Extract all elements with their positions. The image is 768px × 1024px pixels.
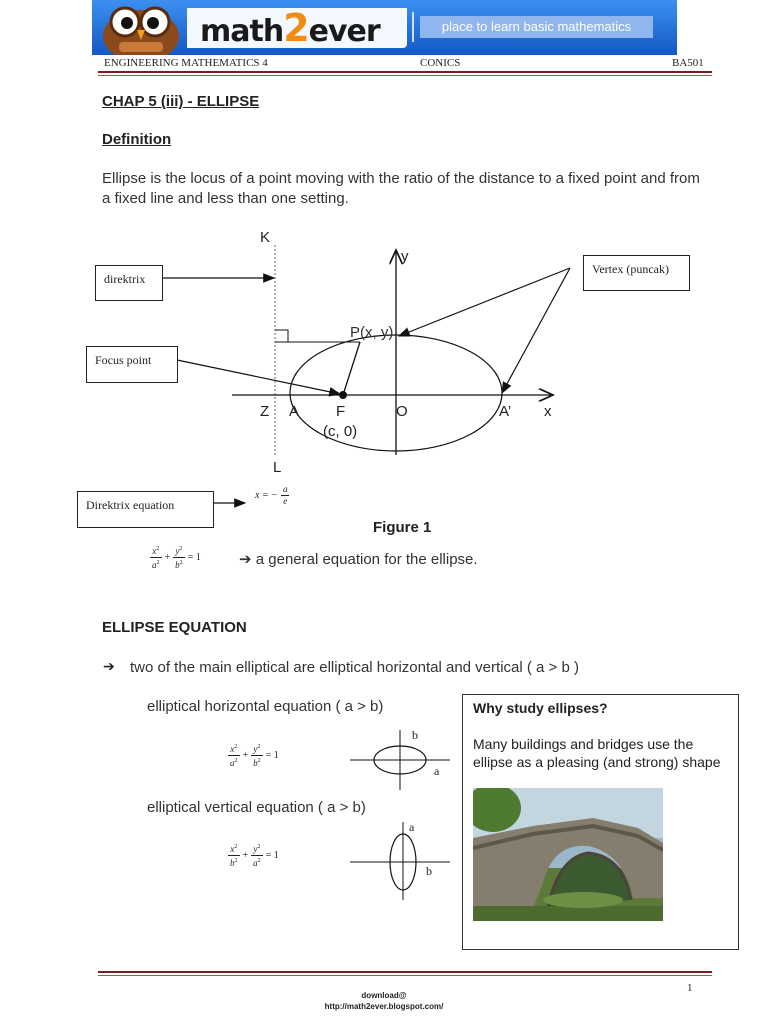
label-O: O bbox=[396, 403, 408, 420]
direktrix-eq-lhs: x = − bbox=[255, 490, 278, 501]
header-code: BA501 bbox=[672, 57, 704, 69]
direktrix-box: direktrix bbox=[95, 265, 163, 301]
focal-radius-line bbox=[343, 342, 360, 395]
horizontal-label-b: b bbox=[412, 728, 418, 742]
figure-caption: Figure 1 bbox=[373, 519, 432, 536]
why-study-title: Why study ellipses? bbox=[473, 700, 608, 716]
general-equation-description: a general equation for the ellipse. bbox=[255, 551, 478, 568]
general-eq-term2: $\frac{y^2}{b^2}$ bbox=[175, 546, 183, 570]
direktrix-eq-num: a bbox=[282, 484, 288, 494]
vertical-equation: $\frac{x^2}{b^2}$ + $\frac{y^2}{a^2}$ = 1 bbox=[230, 844, 279, 868]
label-K: K bbox=[260, 229, 271, 246]
ellipse-bullet-text: two of the main elliptical are elliptical horizontal and vertical ( a > b ) bbox=[130, 659, 579, 676]
direktrix-eq-den: e bbox=[283, 496, 288, 506]
focus-dot bbox=[339, 391, 347, 399]
definition-heading: Definition bbox=[102, 131, 172, 148]
label-P: P(x, y) bbox=[350, 324, 394, 341]
page-number: 1 bbox=[687, 982, 693, 994]
label-F: F bbox=[336, 403, 346, 420]
focus-callout-arrow bbox=[177, 360, 340, 394]
label-A-prime: A’ bbox=[499, 403, 512, 420]
horizontal-label-a: a bbox=[434, 764, 440, 778]
definition-text: Ellipse is the locus of a point moving with the ratio of the distance to a fixed point and from a fixed line and less than one setting. bbox=[102, 170, 700, 207]
vertex-callout-arrow-2 bbox=[502, 268, 570, 393]
header-subject: ENGINEERING MATHEMATICS 4 bbox=[104, 57, 268, 69]
horizontal-label: elliptical horizontal equation ( a > b) bbox=[147, 698, 384, 715]
direktrix-equation bbox=[255, 484, 289, 507]
arrow-icon: ➔ bbox=[239, 551, 252, 568]
focus-point-box: Focus point bbox=[86, 346, 178, 383]
vertex-callout-arrow-1 bbox=[399, 268, 570, 336]
header-topic: CONICS bbox=[420, 57, 461, 69]
general-eq-term1: $\frac{x^2}{a^2}$ bbox=[152, 546, 160, 570]
stone-bridge-photo bbox=[473, 788, 663, 921]
label-L: L bbox=[273, 459, 282, 476]
footer-rule bbox=[98, 971, 712, 973]
label-focus-coords: (c, 0) bbox=[323, 423, 358, 440]
footer-download: download@ bbox=[361, 991, 407, 1000]
logo-two: 2 bbox=[283, 6, 309, 50]
vertical-label: elliptical vertical equation ( a > b) bbox=[147, 799, 366, 816]
perpendicular-marker bbox=[275, 330, 360, 342]
direktrix-equation-box: Direktrix equation bbox=[77, 491, 214, 528]
label-A: A bbox=[289, 403, 300, 420]
logo-suffix: ever bbox=[308, 14, 380, 49]
site-tagline: place to learn basic mathematics bbox=[420, 16, 653, 38]
direktrix-eq-fraction bbox=[281, 484, 290, 507]
footer-url[interactable]: http://math2ever.blogspot.com/ bbox=[324, 1002, 444, 1011]
label-x: x bbox=[544, 403, 552, 420]
footer-rule-thin bbox=[98, 975, 712, 976]
general-equation bbox=[150, 544, 201, 571]
vertex-box: Vertex (puncak) bbox=[583, 255, 690, 291]
logo-prefix: math bbox=[200, 14, 284, 49]
ellipse-equation-heading: ELLIPSE EQUATION bbox=[102, 619, 247, 636]
vertical-ellipse-diagram bbox=[345, 820, 455, 902]
bullet-arrow-icon: ➔ bbox=[103, 658, 115, 674]
vertical-label-a: a bbox=[409, 820, 415, 834]
vertical-label-b: b bbox=[426, 864, 432, 878]
chapter-title: CHAP 5 (iii) - ELLIPSE bbox=[102, 93, 260, 110]
label-y: y bbox=[401, 248, 409, 265]
horizontal-equation: $\frac{x^2}{a^2}$ + $\frac{y^2}{b^2}$ = 1 bbox=[230, 744, 279, 768]
horizontal-ellipse-diagram bbox=[345, 725, 455, 795]
label-Z: Z bbox=[260, 403, 270, 420]
why-study-text: Many buildings and bridges use the ellipse as a pleasing (and strong) shape bbox=[473, 736, 721, 770]
general-equation-text bbox=[239, 550, 478, 570]
general-eq-equals: = 1 bbox=[187, 552, 201, 563]
general-eq-plus: + bbox=[164, 552, 171, 563]
